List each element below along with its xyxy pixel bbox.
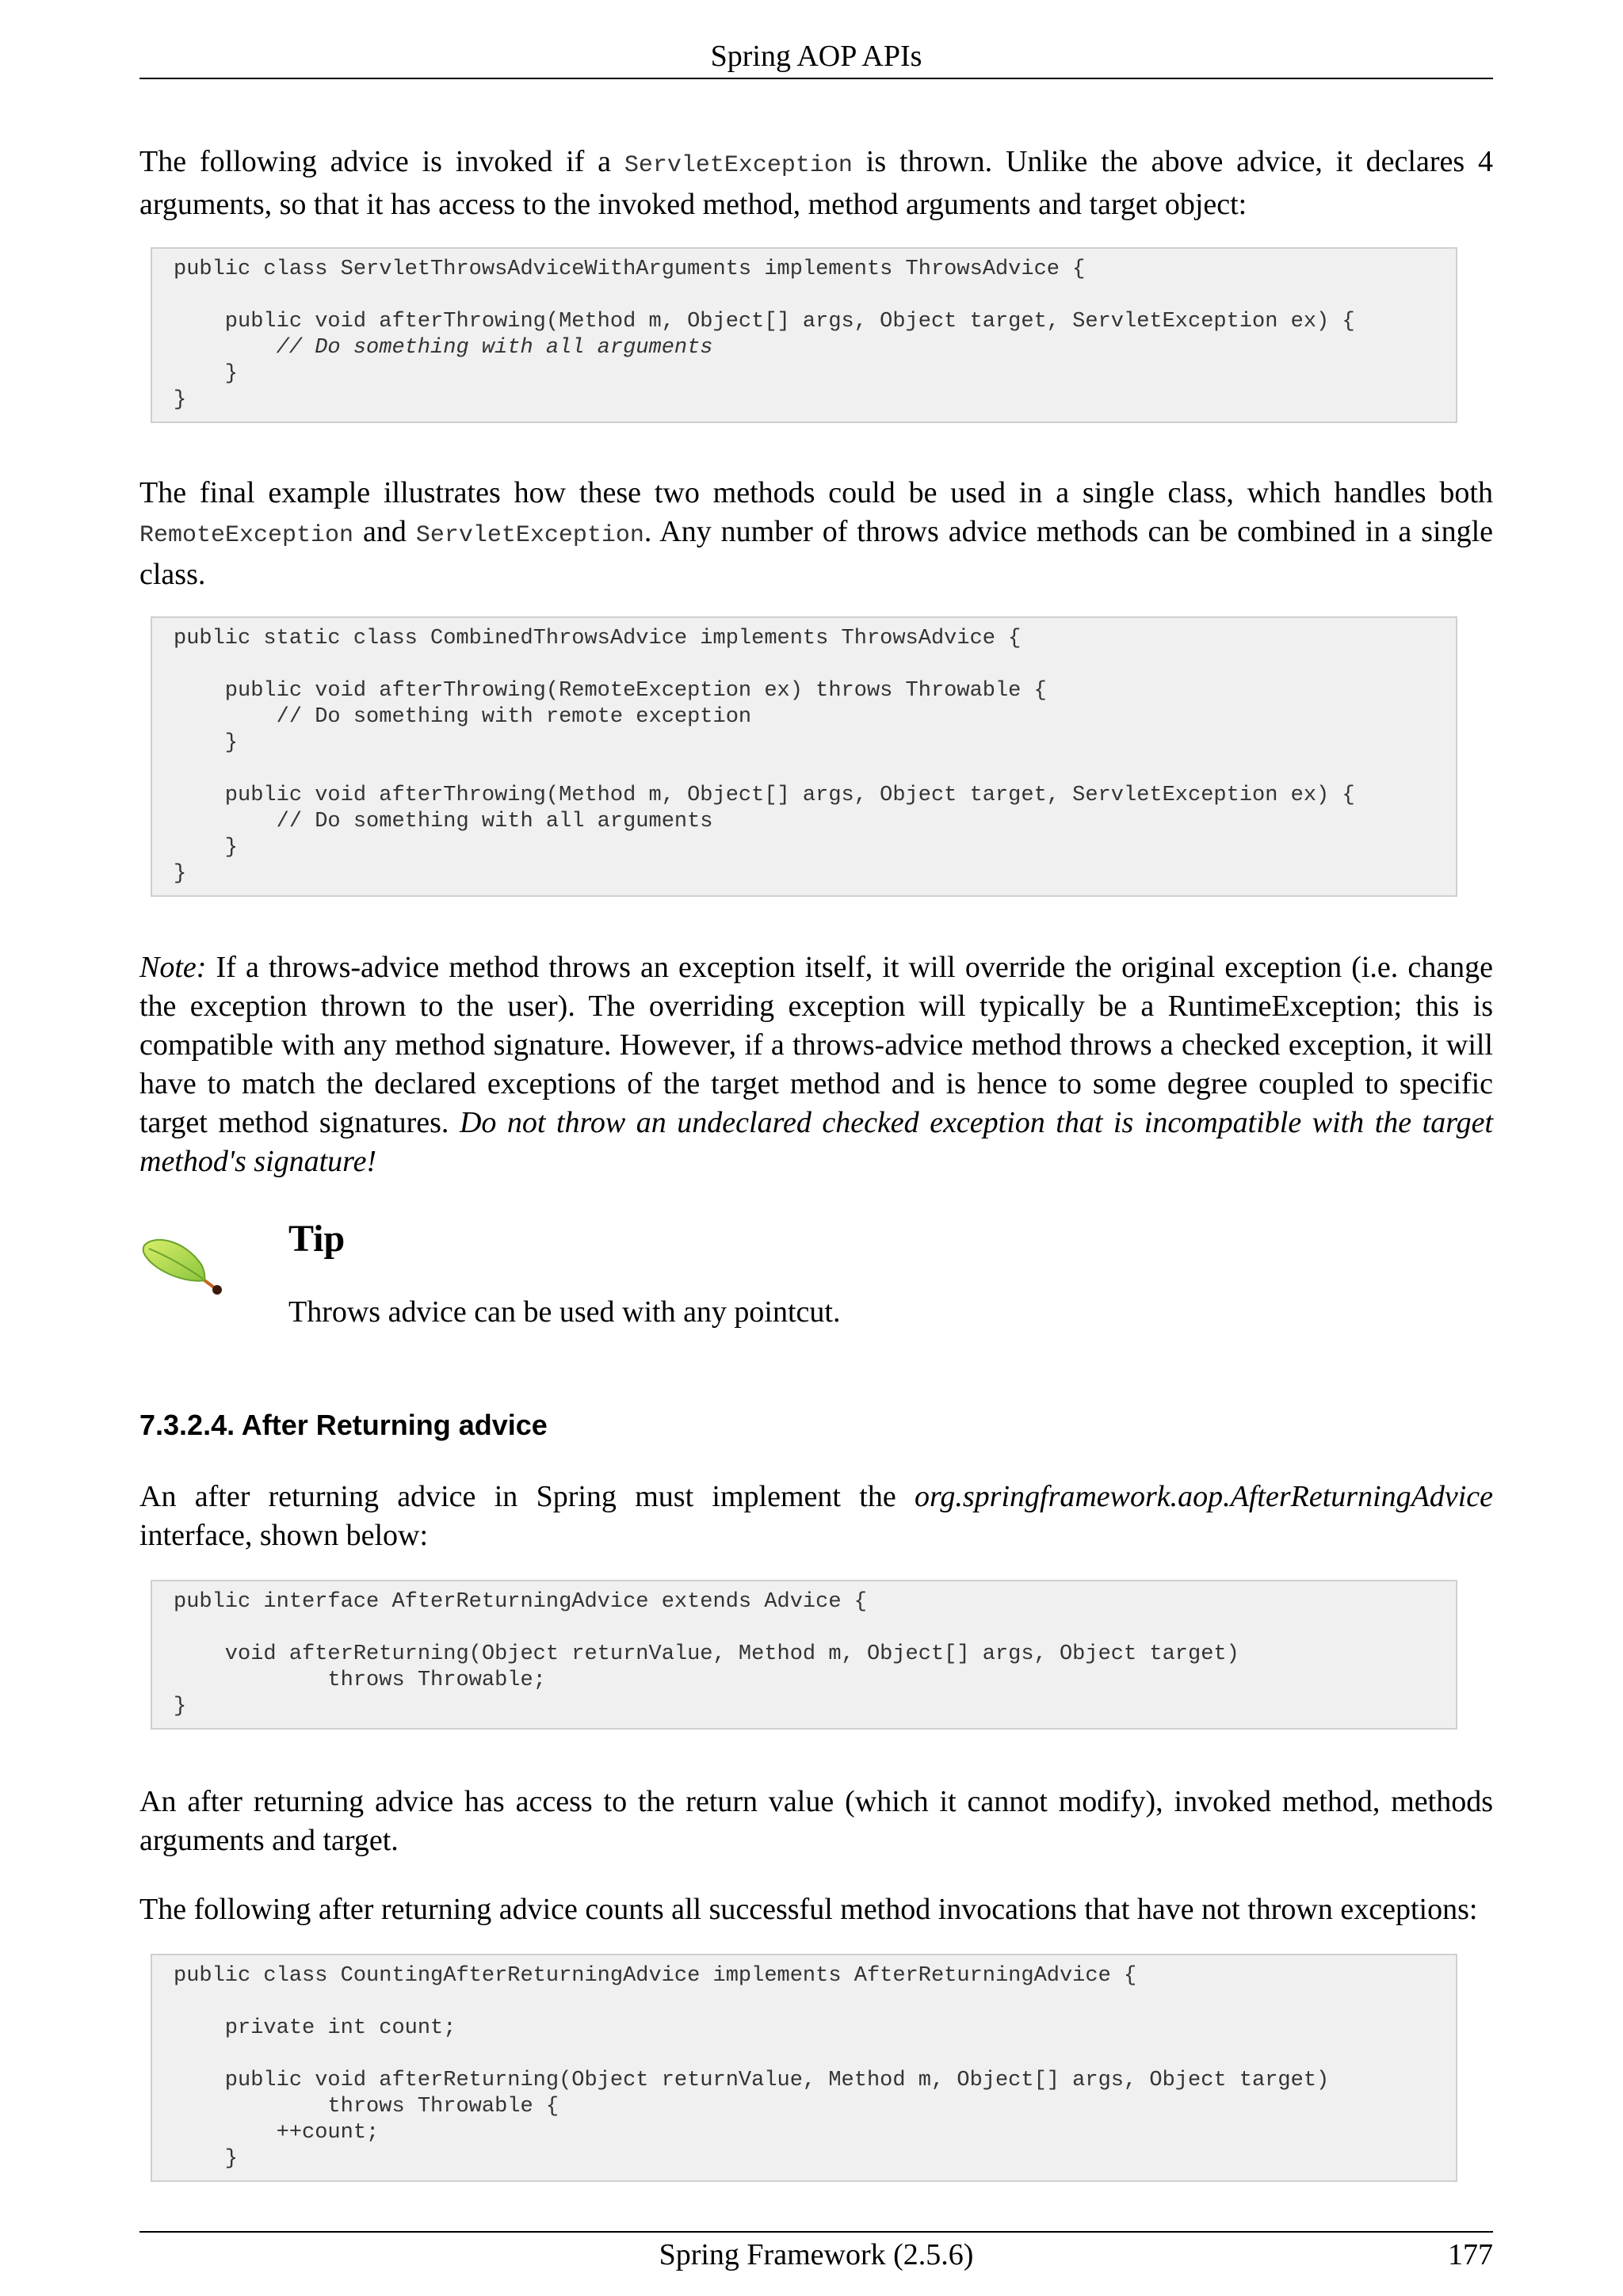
- text-run: An after returning advice in Spring must implement the: [139, 1480, 915, 1513]
- paragraph-combined-example: [139, 474, 1493, 594]
- inline-code: ServletException: [415, 522, 644, 549]
- code-block-counting-advice: public class CountingAfterReturningAdvice implements AfterReturningAdvice { private int count; public void afterReturning(Object returnValue, Method m, Object[] args, Object target) throws Throwable { ++count; }: [151, 1954, 1457, 2182]
- page-footer: [139, 2231, 1493, 2277]
- paragraph-counting-advice-intro: The following after returning advice counts all successful method invocations that have not thrown exceptions:: [139, 1893, 1478, 1926]
- section-heading: 7.3.2.4. After Returning advice: [139, 1409, 548, 1441]
- tip-title: Tip: [288, 1218, 346, 1260]
- emphasis-interface-name: org.springframework.aop.AfterReturningAdvice: [915, 1480, 1493, 1513]
- header-title: Spring AOP APIs: [710, 40, 922, 73]
- code-line: public class ServletThrowsAdviceWithArguments implements ThrowsAdvice {: [174, 257, 1086, 281]
- text-run: is thrown. Unlike the above advice, it declares 4 arguments, so that it has access to the invoked method, method arguments and target object:: [139, 145, 1493, 221]
- text-run: If a throws-advice method throws an exception itself, it will override the original exception (i.e. change the exception thrown to the user). The overriding exception will typically be a RuntimeException; this is compatible with any method signature. However, if a throws-advice method throws a checked exception, it will have to match the declared exceptions of the target method and is hence to some degree coupled to specific target method signatures.: [139, 951, 1493, 1139]
- page-number: 177: [1448, 2238, 1493, 2271]
- inline-code: ServletException: [624, 152, 853, 179]
- paragraph-servlet-exception-intro: [139, 143, 1493, 224]
- note-label: Note:: [139, 951, 207, 984]
- tip-text: Throws advice can be used with any pointcut.: [288, 1295, 841, 1329]
- inline-code: RemoteException: [139, 522, 354, 549]
- text-run: and: [353, 515, 416, 548]
- paragraph-after-returning-intro: [139, 1478, 1493, 1555]
- paragraph-note: [139, 948, 1493, 1181]
- code-block-combined-throws-advice: public static class CombinedThrowsAdvice implements ThrowsAdvice { public void afterThrowing(RemoteException ex) throws Throwable { // Do something with remote exception } public void afterThrowing(Method m, Object[] args, Object target, ServletException ex) { // Do something with all arguments } }: [151, 616, 1457, 897]
- text-run: . Any number of throws advice methods can be combined in a single class.: [139, 515, 1493, 591]
- text-run: The final example illustrates how these two methods could be used in a single class, which handles both: [139, 476, 1493, 509]
- code-line: }: [174, 362, 239, 386]
- text-run: The following advice is invoked if a: [139, 145, 624, 178]
- leaf-tip-icon: [139, 1233, 227, 1296]
- emphasis-warning: Do not throw an undeclared checked exception that is incompatible with the target method's signature!: [139, 1106, 1493, 1178]
- footer-title: Spring Framework (2.5.6): [659, 2238, 974, 2271]
- code-block-servlet-throws-advice: [151, 247, 1457, 423]
- code-line: public void afterThrowing(Method m, Object[] args, Object target, ServletException ex) {: [174, 310, 1355, 334]
- text-run: interface, shown below:: [139, 1519, 429, 1552]
- code-line: }: [174, 388, 187, 412]
- page-header: [139, 35, 1493, 79]
- paragraph-after-returning-access: An after returning advice has access to the return value (which it cannot modify), invoked method, methods arguments and target.: [139, 1785, 1493, 1857]
- code-block-after-returning-interface: public interface AfterReturningAdvice extends Advice { void afterReturning(Object returnValue, Method m, Object[] args, Object target) throws Throwable; }: [151, 1580, 1457, 1730]
- code-comment-line: // Do something with all arguments: [174, 336, 713, 360]
